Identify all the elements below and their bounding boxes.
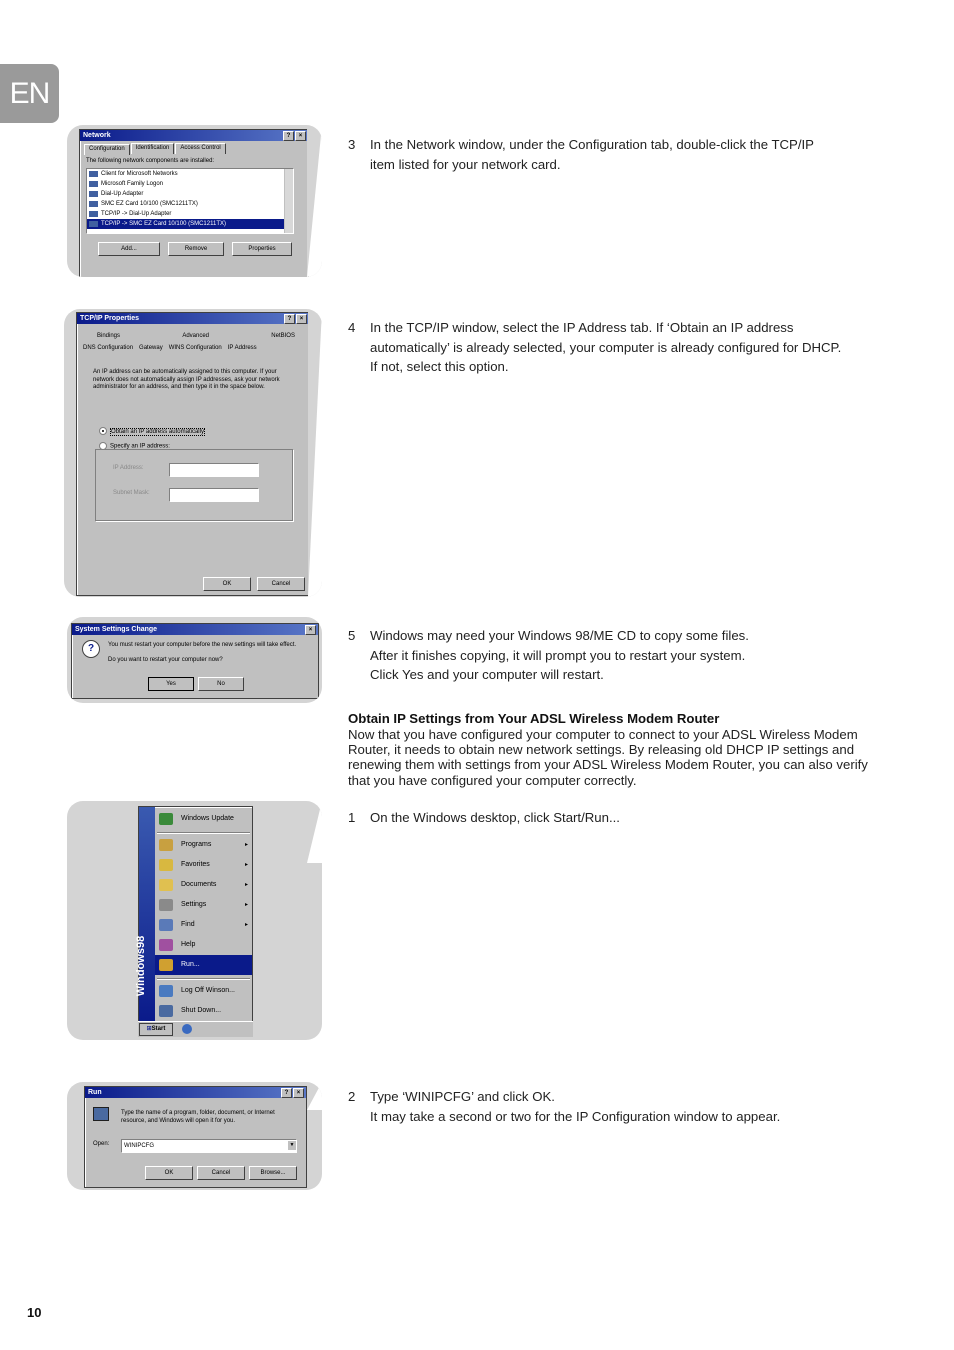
system-settings-title: System Settings Change [75, 626, 158, 633]
list-item-selected[interactable]: TCP/IP -> SMC EZ Card 10/100 (SMC1211TX) [87, 219, 293, 229]
list-item[interactable]: Microsoft Family Logon [87, 179, 293, 189]
network-title: Network [83, 132, 111, 139]
network-component-icon [89, 221, 98, 227]
tcpip-screenshot-panel [64, 309, 322, 597]
yes-button[interactable]: Yes [148, 677, 194, 691]
menu-separator [157, 832, 250, 834]
menu-item-programs[interactable]: Programs ▸ [155, 835, 252, 855]
menu-item-log-off[interactable]: Log Off Winson... [155, 981, 252, 1001]
windows-update-icon [159, 813, 173, 825]
network-component-icon [89, 171, 98, 177]
menu-item-settings[interactable]: Settings ▸ [155, 895, 252, 915]
section-body: Now that you have configured your computer to connect to your ADSL Wireless Modem Router, it needs to obtain new network settings. By releasing old DHCP IP settings and renewing them with settings from your ADSL Wireless Modem Router, you can also verify that you have configured your computer correctly. [348, 727, 868, 788]
menu-item-find[interactable]: Find ▸ [155, 915, 252, 935]
run-icon [159, 959, 173, 971]
open-input[interactable]: WINIPCFG ▼ [121, 1139, 297, 1153]
tcpip-tabs-row2 [83, 345, 307, 351]
properties-button[interactable]: Properties [232, 242, 292, 256]
close-icon[interactable]: × [305, 625, 316, 635]
system-settings-screenshot-panel [67, 617, 322, 703]
windows-logo-icon: ⊞ [146, 1026, 152, 1032]
help-icon[interactable]: ? [284, 314, 295, 324]
language-tab: EN [0, 64, 59, 123]
list-item[interactable]: SMC EZ Card 10/100 (SMC1211TX) [87, 199, 293, 209]
components-caption: The following network components are installed: [86, 158, 215, 164]
run-title: Run [88, 1089, 102, 1096]
panel-wedge [307, 801, 322, 863]
help-icon[interactable]: ? [281, 1088, 292, 1098]
step-number: 2 [348, 1089, 356, 1104]
tab-advanced[interactable]: Advanced [182, 333, 209, 339]
panel-wedge [307, 1082, 322, 1110]
page-number: 10 [27, 1305, 42, 1320]
list-item[interactable]: Client for Microsoft Networks [87, 169, 293, 179]
tab-bindings[interactable]: Bindings [97, 333, 121, 339]
run-titlebar [85, 1087, 306, 1098]
documents-icon [159, 879, 173, 891]
start-menu-sidebar: Windows98 [139, 807, 155, 1022]
specify-ip-option[interactable]: Specify an IP address: [99, 442, 170, 450]
tab-dns-configuration[interactable]: DNS Configuration [83, 345, 134, 351]
list-scrollbar[interactable] [284, 169, 293, 233]
panel-wedge [308, 309, 322, 597]
run-window [84, 1086, 307, 1188]
network-component-icon [89, 211, 98, 217]
network-window [79, 129, 309, 277]
internet-explorer-icon[interactable] [182, 1024, 192, 1034]
add-button[interactable]: Add... [98, 242, 160, 256]
step-text: In the TCP/IP window, select the IP Address tab. If ‘Obtain an IP address automatically’ is already selected, your computer is already configured for DHCP. If not, select this option. [370, 320, 842, 374]
subnet-mask-label: Subnet Mask: [113, 490, 150, 496]
list-item[interactable]: Dial-Up Adapter [87, 189, 293, 199]
restart-question: Do you want to restart your computer now? [108, 657, 223, 663]
close-icon[interactable]: × [293, 1088, 304, 1098]
network-titlebar [80, 130, 308, 141]
panel-wedge [307, 125, 322, 277]
menu-item-shut-down[interactable]: Shut Down... [155, 1001, 252, 1021]
help-icon[interactable]: ? [283, 131, 294, 141]
tcpip-titlebar [77, 313, 309, 324]
menu-item-help[interactable]: Help [155, 935, 252, 955]
step-text: On the Windows desktop, click Start/Run... [370, 810, 620, 825]
step-text: In the Network window, under the Configuration tab, double-click the TCP/IP item listed for your network card. [370, 137, 814, 172]
network-screenshot-panel [67, 125, 322, 277]
tab-identification[interactable]: Identification [131, 143, 175, 154]
ip-address-input[interactable] [169, 463, 259, 477]
question-icon: ? [82, 640, 100, 658]
step-number: 4 [348, 320, 356, 335]
menu-item-run[interactable]: Run... [155, 955, 252, 975]
tab-wins-configuration[interactable]: WINS Configuration [168, 345, 222, 351]
menu-item-documents[interactable]: Documents ▸ [155, 875, 252, 895]
menu-separator [157, 978, 250, 980]
tcpip-tabs-row1 [83, 333, 303, 339]
log-off-icon [159, 985, 173, 997]
obtain-ip-auto-option[interactable]: Obtain an IP address automatically [99, 427, 205, 435]
programs-icon [159, 839, 173, 851]
no-button[interactable]: No [198, 677, 244, 691]
start-menu [135, 806, 253, 1023]
start-menu-screenshot-panel [67, 801, 322, 1040]
tcpip-description: An IP address can be automatically assigned to this computer. If your network does not automatically assign IP addresses, ask your network administrator for an address, and then type it in the space below. [93, 369, 280, 390]
tab-ip-address[interactable]: IP Address [227, 345, 257, 351]
list-item[interactable]: TCP/IP -> Dial-Up Adapter [87, 209, 293, 219]
section-heading: Obtain IP Settings from Your ADSL Wireless Modem Router [348, 711, 720, 726]
step-text: Type ‘WINIPCFG’ and click OK. It may take a second or two for the IP Configuration window to appear. [370, 1089, 781, 1124]
step-5 [348, 626, 888, 691]
help-book-icon [159, 939, 173, 951]
tab-netbios[interactable]: NetBIOS [271, 333, 295, 339]
tcpip-title: TCP/IP Properties [80, 315, 140, 322]
step-3 [348, 135, 888, 180]
run-dialog-icon [93, 1107, 109, 1121]
find-icon [159, 919, 173, 931]
system-settings-window [71, 623, 319, 699]
browse-button[interactable]: Browse... [249, 1166, 297, 1180]
ip-address-label: IP Address: [113, 465, 144, 471]
ok-button[interactable]: OK [145, 1166, 193, 1180]
cancel-button[interactable]: Cancel [257, 577, 305, 591]
tab-configuration[interactable]: Configuration [84, 144, 130, 155]
cancel-button[interactable]: Cancel [197, 1166, 245, 1180]
network-component-icon [89, 201, 98, 207]
step-text: Windows may need your Windows 98/ME CD to copy some files. After it finishes copying, it will prompt you to restart your system. Click Yes and your computer will restart. [370, 628, 749, 682]
remove-button[interactable]: Remove [168, 242, 224, 256]
step-2 [348, 1087, 888, 1132]
step-1 [348, 808, 888, 830]
step-number: 3 [348, 137, 356, 152]
tab-gateway[interactable]: Gateway [139, 345, 163, 351]
step-number: 1 [348, 810, 356, 825]
step-number: 5 [348, 628, 356, 643]
close-icon[interactable]: × [296, 314, 307, 324]
step-4 [348, 318, 908, 383]
system-settings-titlebar [72, 624, 318, 635]
network-component-icon [89, 191, 98, 197]
favorites-icon [159, 859, 173, 871]
start-button[interactable]: ⊞Start [139, 1023, 173, 1036]
ip-address-group [95, 449, 293, 521]
run-description: Type the name of a program, folder, document, or Internet resource, and Windows will open it for you. [121, 1110, 275, 1124]
shut-down-icon [159, 1005, 173, 1017]
tcpip-window [76, 312, 310, 596]
close-icon[interactable]: × [295, 131, 306, 141]
network-component-icon [89, 181, 98, 187]
dropdown-arrow-icon[interactable]: ▼ [289, 1142, 295, 1148]
restart-message: You must restart your computer before the new settings will take effect. [108, 642, 297, 648]
run-screenshot-panel [67, 1082, 322, 1190]
subnet-mask-input[interactable] [169, 488, 259, 502]
components-list[interactable] [86, 168, 294, 234]
menu-item-favorites[interactable]: Favorites ▸ [155, 855, 252, 875]
taskbar [138, 1021, 253, 1037]
settings-icon [159, 899, 173, 911]
tab-access-control[interactable]: Access Control [175, 143, 225, 154]
panel-lower [307, 1110, 322, 1190]
panel-lower [307, 863, 322, 1040]
network-tabs [80, 141, 308, 154]
open-label: Open: [93, 1141, 110, 1147]
ok-button[interactable]: OK [203, 577, 251, 591]
radio-selected-icon[interactable] [99, 427, 107, 435]
menu-item-windows-update[interactable]: Windows Update [155, 809, 252, 829]
